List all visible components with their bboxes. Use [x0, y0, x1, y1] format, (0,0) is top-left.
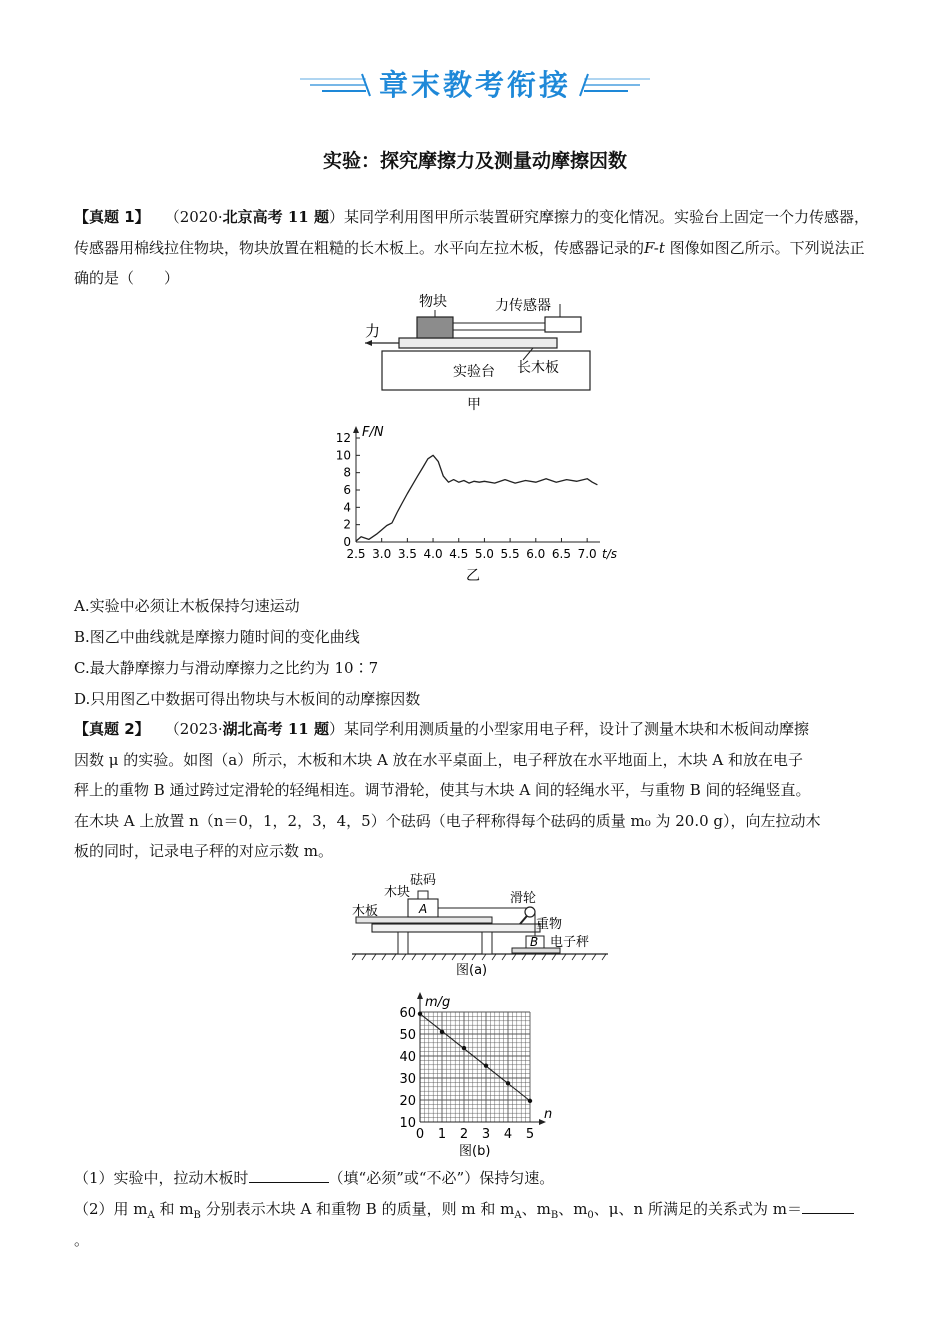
- chart-title: 乙: [466, 568, 480, 584]
- option-c[interactable]: C.最大静摩擦力与滑动摩擦力之比约为 10∶7: [74, 659, 379, 677]
- y-tick-label: 2: [343, 517, 351, 532]
- block-rect: [417, 317, 453, 338]
- sub-question-2: [74, 1194, 854, 1231]
- board-rect: [399, 338, 557, 348]
- y-tick-label: 6: [343, 483, 351, 497]
- x-tick-label: 6.5: [551, 547, 572, 561]
- y-axis-arrow: [417, 992, 423, 999]
- y-tick-label: 60: [399, 1006, 416, 1021]
- data-point: [418, 1012, 422, 1016]
- x-tick-label: 3.0: [372, 547, 392, 561]
- question-2-line-2: 因数 μ 的实验。如图（a）所示，木板和木块 A 放在水平桌面上，电子秤放在水平地面上，木块 A 和放在电子: [74, 750, 803, 769]
- y-tick-label: 0: [343, 535, 351, 549]
- question-1-ft: F-t: [644, 238, 665, 257]
- option-b[interactable]: B.图乙中曲线就是摩擦力随时间的变化曲线: [74, 628, 360, 646]
- y-tick-label: 10: [335, 448, 351, 463]
- y-tick-label: 4: [343, 500, 351, 515]
- data-point: [462, 1046, 466, 1050]
- question-2-line-4: 在木块 A 上放置 n（n＝0，1，2，3，4，5）个砝码（电子秤称得每个砝码的质量 m₀ 为 20.0 g），向左拉动木: [74, 811, 821, 830]
- x-tick-label: 7.0: [577, 547, 597, 561]
- answer-blank-1[interactable]: [249, 1167, 329, 1183]
- question-2-source-close: ）: [328, 720, 344, 738]
- y-axis-arrow: [353, 426, 359, 433]
- data-point: [528, 1099, 532, 1103]
- label-weights: 砝码: [410, 873, 437, 888]
- question-1-source-year: （2020·: [172, 208, 223, 226]
- sub2-text-3: 分别表示木块 A 和重物 B 的质量，则 m 和 m: [200, 1200, 515, 1218]
- figure-jia: [355, 292, 595, 414]
- sub2-text-6: 、μ、n 所满足的关系式为 m＝: [593, 1200, 802, 1218]
- option-a[interactable]: A.实验中必须让木板保持匀速运动: [74, 597, 300, 615]
- desk-top: [372, 924, 540, 932]
- question-2-line-1: 某同学利用测质量的小型家用电子秤，设计了测量木块和木板间动摩擦: [343, 720, 809, 738]
- label-sensor: 力传感器: [495, 298, 551, 314]
- sub2-sub-A2: A: [514, 1210, 522, 1221]
- question-2-tag: 【真题 2】: [74, 720, 143, 738]
- y-tick-label: 20: [399, 1094, 416, 1109]
- sub2-sub-B2: B: [550, 1210, 559, 1221]
- question-2-stem: [74, 714, 874, 867]
- pulley: [525, 907, 535, 917]
- ground-hatch: [352, 954, 606, 960]
- sub2-sub-0: 0: [587, 1210, 594, 1221]
- sub2-sub-B: B: [193, 1210, 201, 1221]
- x-tick-label: 5.0: [474, 547, 494, 561]
- x-tick-label: 3: [481, 1127, 491, 1142]
- question-2-source: 湖北高考 11 题: [222, 720, 329, 738]
- caption-a: 图(a): [456, 963, 488, 978]
- question-2-line-5: 板的同时，记录电子秤的对应示数 m。: [74, 842, 333, 860]
- x-tick-label: 5: [525, 1127, 535, 1142]
- desk-leg-left: [398, 932, 408, 954]
- x-axis-label: t/s: [602, 547, 617, 561]
- data-point: [506, 1081, 510, 1085]
- x-tick-label: 4: [503, 1127, 513, 1142]
- label-table: 实验台: [453, 364, 495, 380]
- sub2-text-1: （2）用 m: [74, 1200, 148, 1218]
- y-axis-label: m/g: [425, 995, 451, 1010]
- question-1-source: 北京高考 11 题: [222, 208, 329, 226]
- chart-title: 图(b): [459, 1144, 491, 1159]
- sub2-text-5: 、m: [558, 1200, 588, 1218]
- label-force: 力: [365, 322, 381, 340]
- question-1-stem: [74, 202, 874, 294]
- y-tick-label: 8: [343, 465, 351, 480]
- sub2-text-2: 和 m: [154, 1200, 194, 1218]
- x-tick-label: 2: [459, 1127, 469, 1142]
- weights: [418, 891, 428, 899]
- sensor-rect: [545, 317, 581, 332]
- question-1-tag: 【真题 1】: [74, 208, 143, 226]
- label-block: 物块: [419, 294, 447, 310]
- question-1-text-end: 图像如图乙所示。下列说法正确的是（ ）: [74, 238, 865, 287]
- x-tick-label: 0: [415, 1127, 425, 1142]
- label-B: B: [530, 935, 539, 949]
- label-block-a: 木块: [384, 885, 411, 900]
- y-tick-label: 40: [399, 1050, 416, 1065]
- label-scale: 电子秤: [550, 935, 590, 950]
- x-tick-label: 5.5: [500, 547, 520, 561]
- sub2-period: 。: [74, 1231, 90, 1249]
- x-tick-label: 4.0: [423, 547, 443, 561]
- y-tick-label: 12: [335, 431, 351, 445]
- fit-line: [420, 1014, 530, 1101]
- question-2-line-3: 秤上的重物 B 通过跨过定滑轮的轻绳相连。调节滑轮，使其与木块 A 间的轻绳水平，与重物 B 间的轻绳竖直。: [74, 781, 811, 799]
- y-tick-label: 30: [399, 1072, 416, 1087]
- sub1-text-end: （填“必须”或“不必”）保持匀速。: [328, 1169, 555, 1187]
- x-axis-label: n: [544, 1107, 553, 1122]
- y-tick-label: 50: [399, 1028, 416, 1043]
- y-axis-label: F/N: [362, 425, 384, 440]
- x-tick-label: 4.5: [449, 547, 469, 561]
- question-1-text: 某同学利用图甲所示装置研究摩擦力的变化情况。实验台上固定一个力传感器，传感器用棉线拉住物块，物块放置在粗糙的长木板上。水平向左拉木板，传感器记录的: [74, 208, 869, 257]
- x-tick-label: 2.5: [346, 547, 366, 561]
- sub2-text-4: 、m: [521, 1200, 551, 1218]
- x-tick-label: 3.5: [397, 547, 417, 561]
- answer-blank-2[interactable]: [802, 1198, 854, 1214]
- x-tick-label: 1: [437, 1127, 447, 1142]
- y-tick-label: 10: [399, 1116, 416, 1131]
- label-A: A: [419, 902, 428, 916]
- data-point: [484, 1063, 488, 1067]
- series-line: [356, 455, 597, 541]
- caption-jia: 甲: [467, 397, 481, 413]
- page-title: 实验：探究摩擦力及测量动摩擦因数: [322, 150, 627, 172]
- label-weight: 重物: [536, 917, 563, 932]
- x-tick-label: 6.0: [526, 547, 546, 561]
- sub1-text: （1）实验中，拉动木板时: [74, 1169, 249, 1187]
- desk-leg-right: [482, 932, 492, 954]
- section-banner: [300, 66, 650, 104]
- label-pulley: 滑轮: [510, 891, 537, 906]
- question-1-source-close: ）: [328, 208, 344, 226]
- force-arrowhead: [365, 340, 372, 346]
- data-point: [440, 1030, 444, 1034]
- chart-b: [388, 990, 568, 1160]
- chart-yi: [328, 424, 628, 584]
- sub2-sub-A: A: [147, 1210, 155, 1221]
- banner-title: 章末教考衔接: [378, 68, 571, 102]
- option-d[interactable]: D.只用图乙中数据可得出物块与木板间的动摩擦因数: [74, 690, 421, 708]
- question-2-source-year: （2023·: [172, 720, 223, 738]
- sub-question-1: [74, 1163, 554, 1193]
- label-board: 长木板: [517, 360, 559, 376]
- figure-a: [350, 868, 610, 980]
- label-board-a: 木板: [352, 904, 379, 919]
